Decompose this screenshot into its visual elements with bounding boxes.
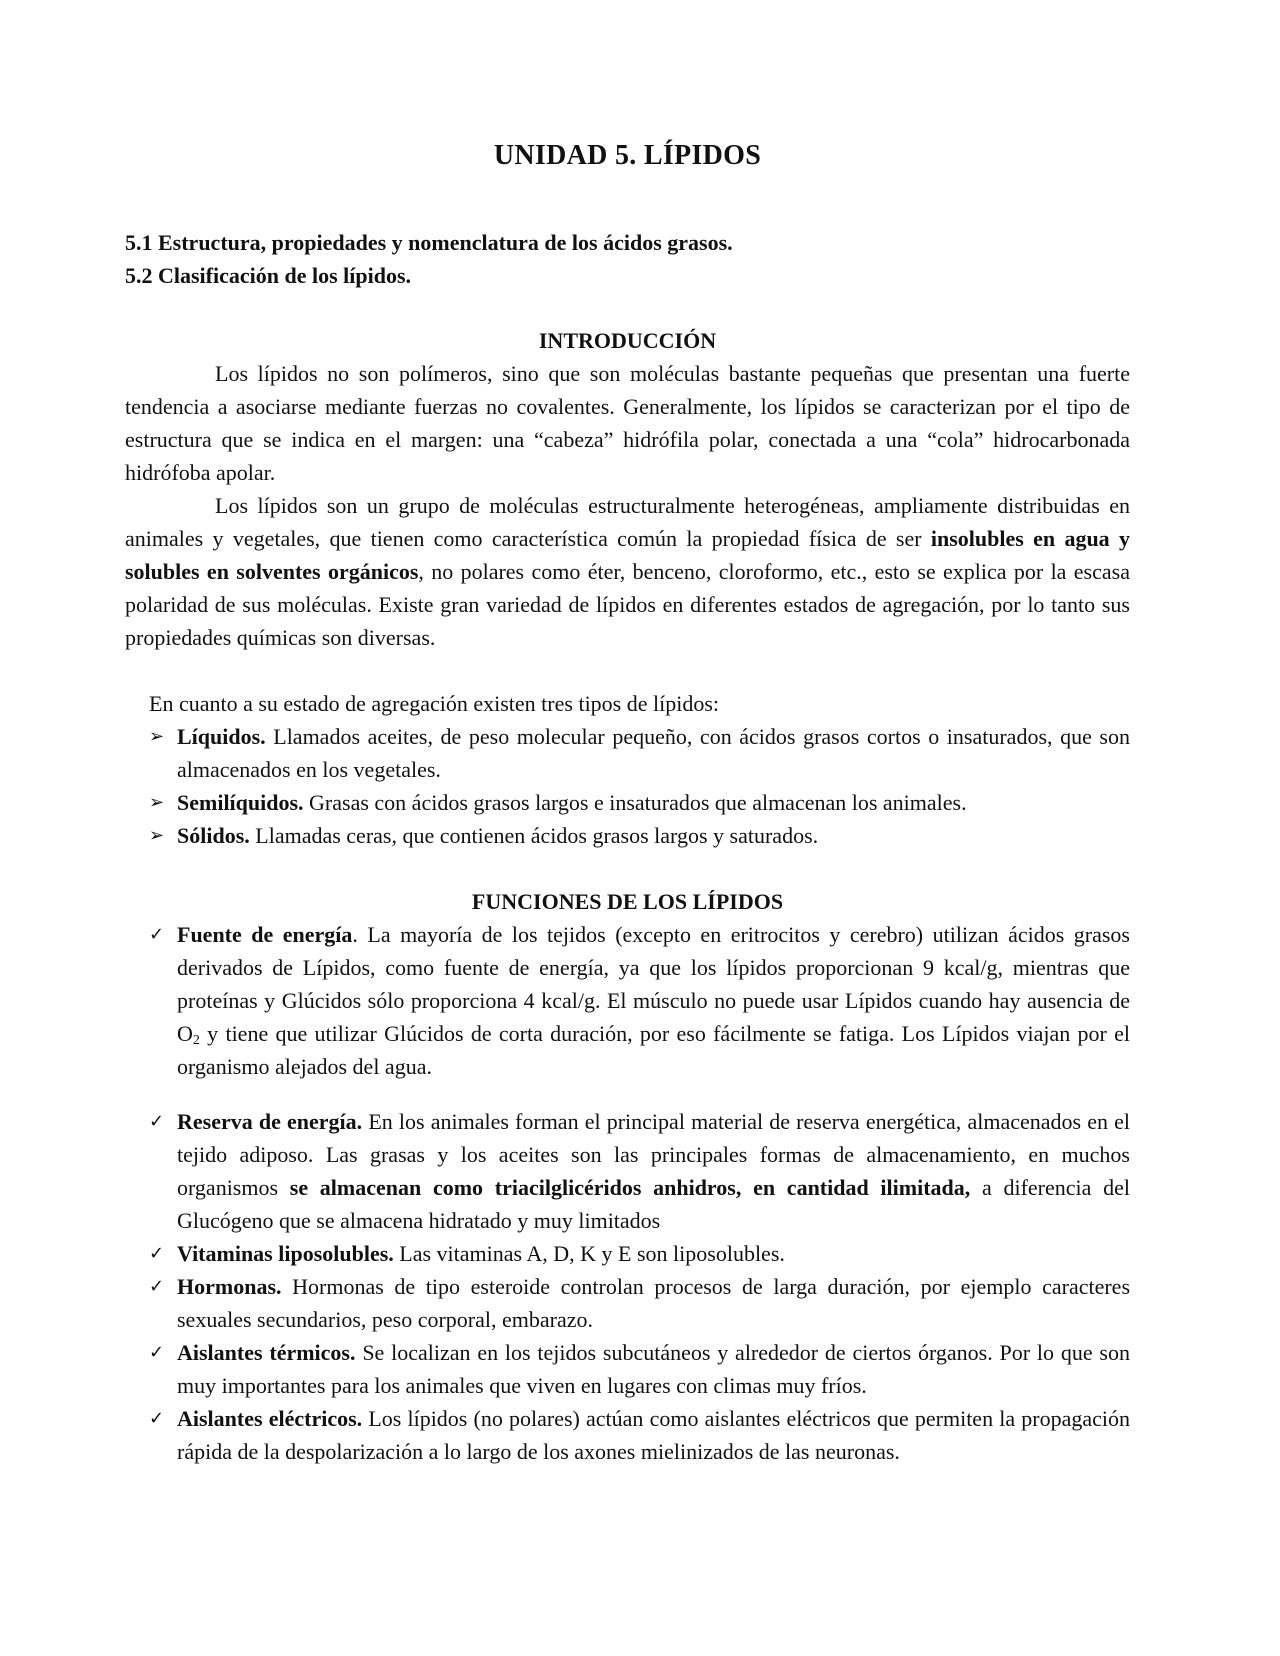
item-term: Aislantes eléctricos. (177, 1406, 363, 1431)
toc-item: 5.2 Clasificación de los lípidos. (125, 263, 412, 288)
item-term: Reserva de energía. (177, 1109, 363, 1134)
item-bold-text: se almacenan como triacilglicéridos anhidros, en cantidad ilimitada, (289, 1175, 971, 1200)
item-text: Se localizan en los tejidos subcutáneos y alrededor de ciertos órganos. Por lo que son muy importantes para los animales que viven en lugares con climas muy fríos. (177, 1340, 1130, 1398)
list-item (125, 918, 1130, 1083)
intro-p2-text-end: , no polares como éter, benceno, cloroformo, etc., esto se explica por la escasa polaridad de sus moléculas. Existe gran variedad de lípidos en diferentes estados de agregación, por lo tanto sus propiedades químicas son diversas. (125, 559, 1130, 650)
list-item (125, 1237, 1130, 1270)
intro-p2-bold: insolubles en agua y solubles en solventes orgánicos (125, 526, 1130, 584)
list-item (125, 1105, 1130, 1237)
item-term: Líquidos. (177, 724, 266, 749)
arrow-bullet-icon: ➢ (149, 792, 165, 813)
item-term: Semilíquidos. (177, 790, 304, 815)
item-text: y tiene que utilizar Glúcidos de corta duración, por eso fácilmente se fatiga. Los Lípidos viajan por el organismo alejados del agua. (177, 1021, 1130, 1079)
functions-heading: FUNCIONES DE LOS LÍPIDOS (471, 889, 784, 914)
item-text: Llamados aceites, de peso molecular pequeño, con ácidos grasos cortos o insaturados, que son almacenados en los vegetales. (177, 724, 1130, 782)
item-term: Fuente de energía (177, 922, 353, 947)
functions-list (125, 918, 1130, 1468)
item-text: . La mayoría de los tejidos (excepto en eritrocitos y cerebro) utilizan ácidos grasos derivados de Lípidos, como fuente de energía, ya que los lípidos proporcionan 9 kcal/g, mientras que proteínas y Glúcidos sólo proporciona 4 kcal/g. El músculo no puede usar Lípidos cuando hay ausencia de O (177, 922, 1130, 1046)
check-bullet-icon: ✓ (149, 1342, 165, 1363)
check-bullet-icon: ✓ (149, 1111, 165, 1132)
item-term: Sólidos. (177, 823, 250, 848)
list-item (125, 1402, 1130, 1468)
arrow-bullet-icon: ➢ (149, 726, 165, 747)
intro-p2-text-start: Los lípidos son un grupo de moléculas estructuralmente heterogéneas, ampliamente distribuidas en animales y vegetales, que tienen como característica común la propiedad física de ser (125, 493, 1130, 551)
aggregation-lead: En cuanto a su estado de agregación existen tres tipos de lípidos: (149, 691, 720, 716)
list-item (125, 720, 1130, 786)
subscript-2: 2 (192, 1033, 200, 1048)
list-item (125, 819, 1130, 852)
intro-paragraph-2 (125, 489, 1130, 654)
item-text: Hormonas de tipo esteroide controlan procesos de larga duración, por ejemplo caracteres sexuales secundarios, peso corporal, embarazo. (177, 1274, 1130, 1332)
item-text: Grasas con ácidos grasos largos e insaturados que almacenan los animales. (303, 790, 967, 815)
intro-paragraph-1: Los lípidos no son polímeros, sino que son moléculas bastante pequeñas que presentan una fuerte tendencia a asociarse mediante fuerzas no covalentes. Generalmente, los lípidos se caracterizan por el tipo de estructura que se indica en el margen: una “cabeza” hidrófila polar, conectada a una “cola” hidrocarbonada hidrófoba apolar. (125, 361, 1130, 485)
item-term: Hormonas. (177, 1274, 282, 1299)
list-item (125, 1270, 1130, 1336)
check-bullet-icon: ✓ (149, 1243, 165, 1264)
list-item (125, 1336, 1130, 1402)
check-bullet-icon: ✓ (149, 1276, 165, 1297)
page-title: UNIDAD 5. LÍPIDOS (493, 140, 762, 171)
table-of-contents (125, 226, 1130, 292)
intro-heading: INTRODUCCIÓN (538, 328, 717, 353)
aggregation-list (125, 720, 1130, 852)
item-term: Vitaminas liposolubles. (177, 1241, 394, 1266)
toc-item: 5.1 Estructura, propiedades y nomenclatura de los ácidos grasos. (125, 230, 733, 255)
item-text: En los animales forman el principal material de reserva energética, almacenados en el tejido adiposo. Las grasas y los aceites son las principales formas de almacenamiento, en muchos organismos (177, 1109, 1130, 1200)
item-text: Las vitaminas A, D, K y E son liposolubles. (393, 1241, 785, 1266)
item-text: a diferencia del Glucógeno que se almacena hidratado y muy limitados (177, 1175, 1130, 1233)
arrow-bullet-icon: ➢ (149, 825, 165, 846)
item-term: Aislantes térmicos. (177, 1340, 356, 1365)
item-text: Llamadas ceras, que contienen ácidos grasos largos y saturados. (249, 823, 819, 848)
list-item (125, 786, 1130, 819)
check-bullet-icon: ✓ (149, 924, 165, 945)
item-text: Los lípidos (no polares) actúan como aislantes eléctricos que permiten la propagación rápida de la despolarización a lo largo de los axones mielinizados de las neuronas. (177, 1406, 1130, 1464)
check-bullet-icon: ✓ (149, 1408, 165, 1429)
